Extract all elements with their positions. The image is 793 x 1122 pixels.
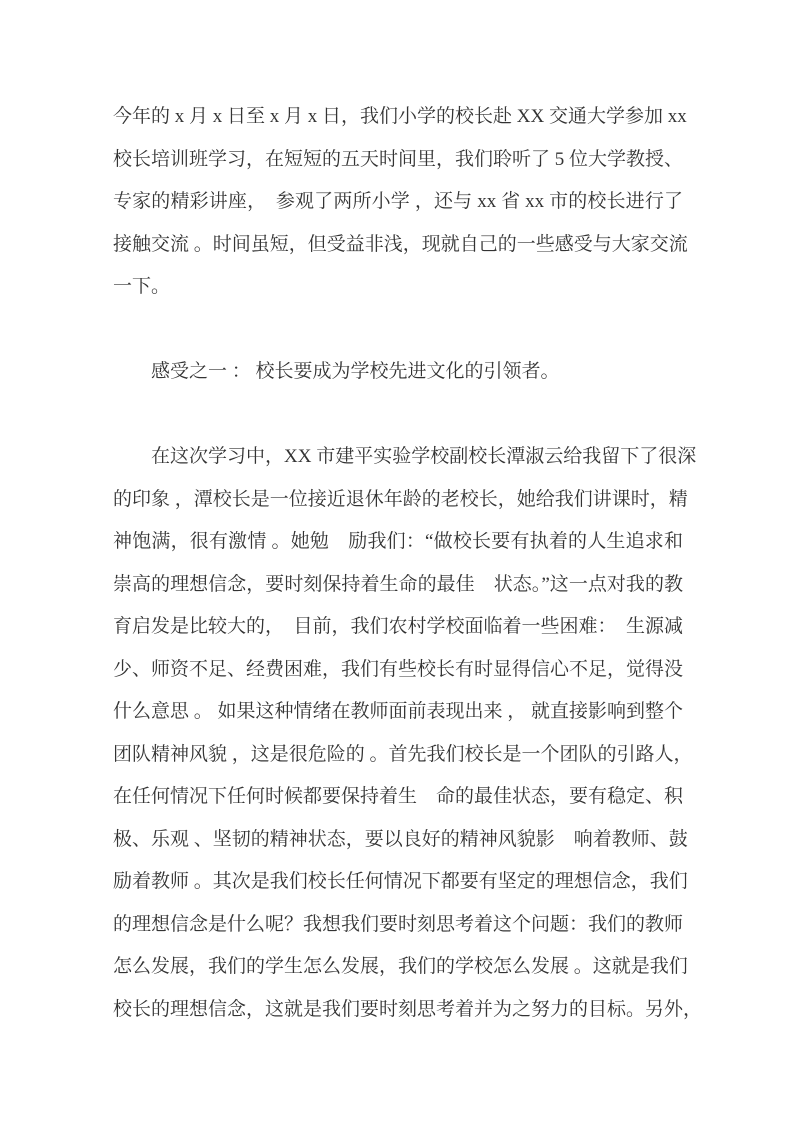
text-line: 在任何情况下任何时候都要保持着生 命的最佳状态，要有稳定、积 <box>113 786 684 807</box>
text-line: 校长的理想信念，这就是我们要时刻思考着并为之努力的目标。另外， <box>113 998 703 1020</box>
text-line: 极、乐观 、坚韧的精神状态，要以良好的精神风貌影 响着教师、鼓 <box>113 828 688 850</box>
text-line: 神饱满，很有激情 。她勉 励我们：“做校长要有执着的人生追求和 <box>113 531 683 552</box>
text-line: 崇高的理想信念，要时刻保持着生命的最佳 状态。”这一点对我的教 <box>113 573 683 595</box>
text-line: 育启发是比较大的， 目前，我们农村学校面临着一些困难： 生源减 <box>113 616 684 637</box>
text-line: 的理想信念是什么呢？我想我们要时刻思考着这个问题：我们的教师 <box>113 913 684 935</box>
text-line: 今年的 x 月 x 日至 x 月 x 日，我们小学的校长赴 XX 交通大学参加 xx <box>113 106 687 127</box>
text-line: 校长培训班学习，在短短的五天时间里，我们聆听了 5 位大学教授、 <box>113 148 684 170</box>
text-line: 怎么发展，我们的学生怎么发展，我们的学校怎么发展 。这就是我们 <box>113 956 688 977</box>
paragraph-intro <box>113 96 688 309</box>
paragraph-main-body <box>113 436 703 1031</box>
text-line: 在这次学习中，XX 市建平实验学校副校长潭淑云给我留下了很深 <box>151 446 697 467</box>
text-line: 的印象 ，潭校长是一位接近退休年龄的老校长，她给我们讲课时，精 <box>113 488 688 510</box>
text-line: 团队精神风貌 ，这是很危险的 。首先我们校长是一个团队的引路人， <box>113 743 693 765</box>
section-heading-ganshou-1 <box>113 351 683 394</box>
text-line: 什么意思 。 如果这种情绪在教师面前表现出来 ， 就直接影响到整个 <box>113 701 684 722</box>
text-line: 励着教师 。其次是我们校长任何情况下都要有坚定的理想信念，我们 <box>113 871 688 892</box>
text-line: 一下。 <box>113 276 171 297</box>
heading-line: 感受之一 ： 校长要成为学校先进文化的引领者。 <box>151 361 560 382</box>
text-line: 专家的精彩讲座， 参观了两所小学 ，还与 xx 省 xx 市的校长进行了 <box>113 191 683 212</box>
text-line: 少、师资不足、经费困难，我们有些校长有时显得信心不足，觉得没 <box>113 658 684 680</box>
text-line: 接触交流 。时间虽短，但受益非浅，现就自己的一些感受与大家交流 <box>113 233 688 255</box>
